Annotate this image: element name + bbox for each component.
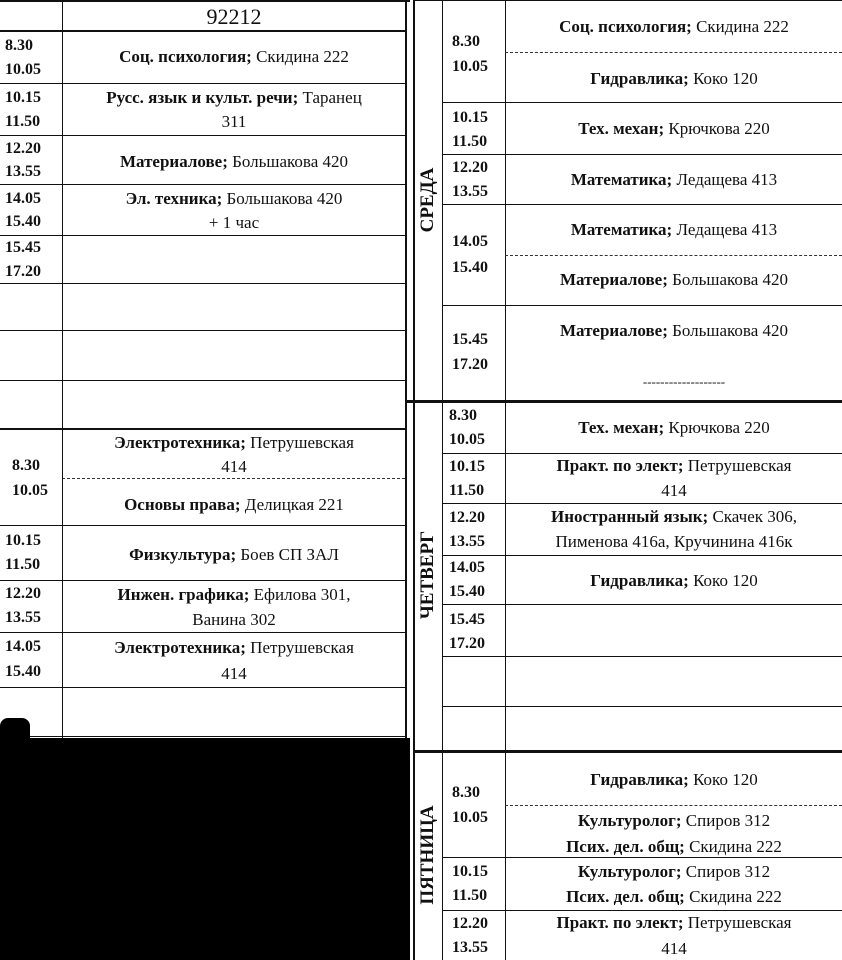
grid-line: [405, 400, 842, 403]
class-entry: Эл. техника; Большакова 420: [125, 189, 343, 208]
class-entry: Практ. по элект; Петрушевская: [556, 913, 792, 932]
class-entry-line2: 414: [661, 481, 687, 500]
grid-line: [442, 305, 842, 306]
grid-line: [0, 83, 405, 84]
dashed-separator: [62, 478, 405, 479]
class-entry-line2: Ванина 302: [192, 610, 276, 629]
class-entry: Русс. язык и культ. речи; Таранец: [106, 88, 362, 107]
class-entry: Культуролог; Спиров 312: [577, 862, 771, 881]
grid-line: [442, 656, 842, 657]
grid-line: [442, 604, 842, 605]
class-entry: Соц. психология; Скидина 222: [119, 47, 349, 66]
class-entry-line2: + 1 час: [208, 213, 260, 232]
grid-line: [62, 0, 63, 740]
class-entry: Тех. механ; Крючкова 220: [578, 119, 770, 138]
class-entry: Математика; Ледащева 413: [570, 170, 778, 189]
grid-line: [0, 580, 405, 581]
empty-placeholder-dashes: -------------------: [642, 374, 726, 389]
grid-line: [442, 102, 842, 103]
dashed-separator: [505, 255, 842, 256]
grid-line: [0, 235, 405, 236]
class-entry-line2: 414: [221, 664, 247, 683]
grid-line: [0, 525, 405, 526]
grid-line: [413, 0, 415, 960]
grid-line: [0, 687, 405, 688]
class-entry: Псих. дел. общ; Скидина 222: [566, 837, 782, 856]
grid-line: [0, 632, 405, 633]
class-entry-line2: Пименова 416а, Кручинина 416к: [555, 532, 793, 551]
class-entry-line2: 414: [221, 457, 247, 476]
class-entry: Электротехника; Петрушевская: [114, 433, 354, 452]
grid-line: [0, 135, 405, 136]
grid-line: [0, 330, 405, 331]
class-entry: Инжен. графика; Ефилова 301,: [117, 585, 351, 604]
grid-line: [442, 204, 842, 205]
grid-line: [413, 0, 842, 1]
grid-line: [0, 283, 405, 284]
class-entry: Соц. психология; Скидина 222: [559, 17, 789, 36]
grid-line: [442, 503, 842, 504]
grid-line: [442, 706, 842, 707]
schedule-page: 92212 8.30 10.05 10.15 11.50 12.20 13.55 14.05 15.40 15.45 17.20 8.30 10.05 10.15 11.50 12.20 13.55 14.05 15.40 Соц. психология; Скидина 222 Русс. язык и культ. речи; Таранец 311 Материалове; Большакова 420 Эл. техника; Большакова 420 + 1 час Электротехника; Петрушевская 414 Основы права; Делицкая 221 Физкультура; Боев СП ЗАЛ Инжен. графика; Ефилова 301, Ванина 302 Электротехника; Петрушевская 414 СРЕДА ЧЕТВЕРГ ПЯТНИЦА 8.30 10.05 10.15 11.50 12.20 13.55 14.05 15.40 15.45 17.20 8.30 10.05 10.15 11.50 12.20 13.55 14.05 15.40 15.45 17.20 8.30 10.05 10.15 11.50 12.20 13.55 Соц. психология; Скидина 222 Гидравлика; Коко 120 Тех. механ; Крючкова 220 Математика; Ледащева 413 Математика; Ледащева 413 Материалове; Большакова 420 Материалове; Большакова 420 ------------------- Тех. механ; Крючкова 220 Практ. по элект; Петрушевская 414 Иностранный язык; Скачек 306, Пименова 416а, Кручинина 416к Гидравлика; Коко 120 Гидравлика; Коко 120 Культуролог; Спиров 312 Псих. дел. общ; Скидина 222 Культуролог; Спиров 312 Псих. дел. общ; Скидина 222 Практ. по элект; Петрушевская 414: [0, 0, 842, 960]
class-entry: Материалове; Большакова 420: [119, 152, 349, 171]
grid-line: [0, 736, 405, 737]
class-entry: Гидравлика; Коко 120: [590, 571, 758, 590]
class-entry: Основы права; Делицкая 221: [124, 495, 344, 514]
dashed-separator: [505, 805, 842, 806]
grid-line: [0, 380, 405, 381]
dashed-separator: [505, 52, 842, 53]
grid-line: [0, 184, 405, 185]
day-label-friday: ПЯТНИЦА: [417, 805, 438, 905]
grid-line: [0, 30, 405, 32]
class-entry: Гидравлика; Коко 120: [590, 69, 758, 88]
class-entry: Физкультура; Боев СП ЗАЛ: [129, 545, 339, 564]
class-entry-line2: 414: [661, 939, 687, 958]
grid-line: [505, 0, 506, 960]
class-entry: Материалове; Большакова 420: [559, 270, 789, 289]
class-entry: Тех. механ; Крючкова 220: [578, 418, 770, 437]
grid-line: [442, 555, 842, 556]
grid-line: [0, 428, 405, 430]
class-entry: Электротехника; Петрушевская: [114, 638, 354, 657]
grid-line: [442, 910, 842, 911]
class-entry: Культуролог; Спиров 312: [577, 811, 771, 830]
class-entry: Гидравлика; Коко 120: [590, 770, 758, 789]
grid-line: [442, 453, 842, 454]
day-label-wednesday: СРЕДА: [417, 167, 438, 233]
group-number: 92212: [206, 4, 262, 29]
class-entry: Материалове; Большакова 420: [559, 321, 789, 340]
grid-line: [405, 0, 407, 740]
day-label-thursday: ЧЕТВЕРГ: [417, 530, 438, 620]
redacted-area: [0, 738, 410, 960]
class-entry: Практ. по элект; Петрушевская: [556, 456, 792, 475]
grid-line: [442, 0, 443, 960]
grid-line: [442, 154, 842, 155]
class-entry-line2: 311: [221, 112, 247, 131]
class-entry: Иностранный язык; Скачек 306,: [550, 507, 798, 526]
class-entry: Математика; Ледащева 413: [570, 220, 778, 239]
grid-line: [413, 750, 842, 753]
redacted-area: [0, 718, 30, 742]
class-entry: Псих. дел. общ; Скидина 222: [566, 887, 782, 906]
